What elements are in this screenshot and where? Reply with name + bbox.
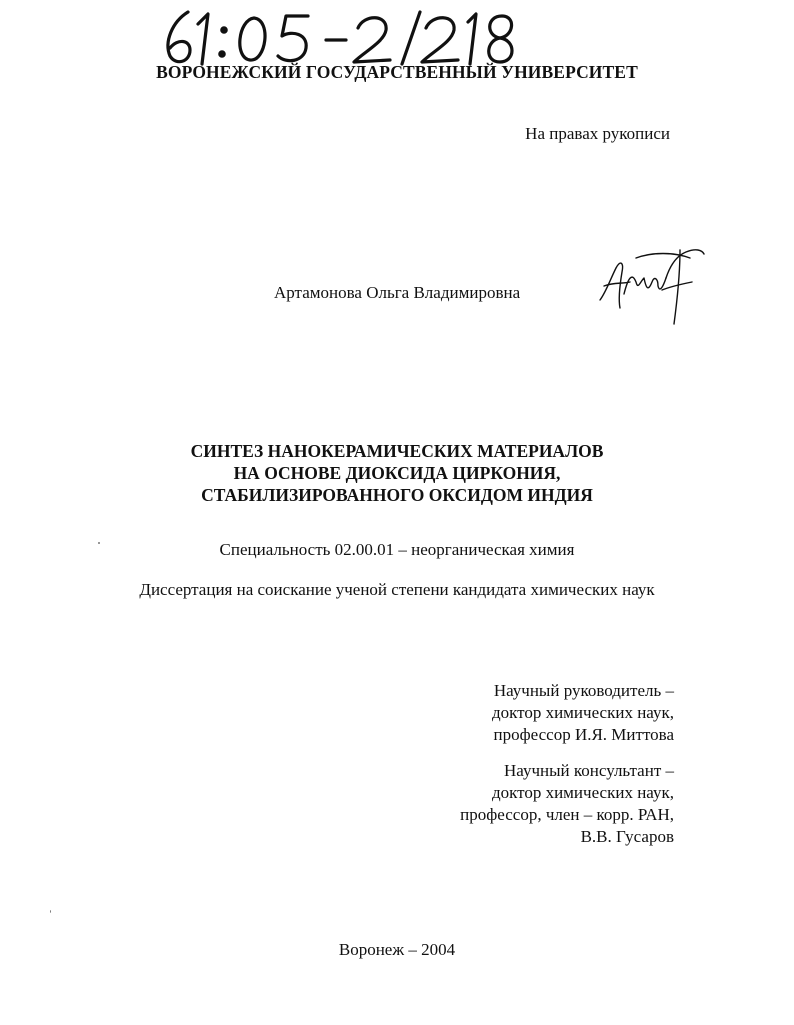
scientific-consultant	[460, 760, 674, 848]
university-name: ВОРОНЕЖСКИЙ ГОСУДАРСТВЕННЫЙ УНИВЕРСИТЕТ	[156, 62, 638, 82]
specialty-line: Специальность 02.00.01 – неорганическая химия	[219, 540, 575, 559]
archive-code-handwritten	[158, 6, 528, 68]
supervisor-line: профессор И.Я. Миттова	[493, 725, 674, 744]
author-name: Артамонова Ольга Владимировна	[274, 283, 521, 302]
scan-speck	[98, 542, 100, 544]
title-line: СИНТЕЗ НАНОКЕРАМИЧЕСКИХ МАТЕРИАЛОВ	[190, 441, 604, 461]
scan-speck	[50, 910, 51, 913]
consultant-line: Научный консультант –	[504, 761, 674, 780]
supervisor-line: Научный руководитель –	[493, 681, 674, 700]
author-signature	[596, 238, 712, 328]
city-year: Воронеж – 2004	[338, 940, 456, 959]
consultant-line: профессор, член – корр. РАН,	[460, 805, 674, 824]
supervisor-line: доктор химических наук,	[491, 703, 674, 722]
degree-line: Диссертация на соискание ученой степени кандидата химических наук	[139, 580, 655, 599]
title-line: НА ОСНОВЕ ДИОКСИДА ЦИРКОНИЯ,	[233, 463, 561, 483]
rights-note: На правах рукописи	[525, 124, 670, 143]
dissertation-title	[0, 440, 794, 506]
consultant-line: доктор химических наук,	[491, 783, 674, 802]
title-line: СТАБИЛИЗИРОВАННОГО ОКСИДОМ ИНДИЯ	[201, 485, 593, 505]
scientific-supervisor	[492, 680, 674, 746]
consultant-line: В.В. Гусаров	[580, 827, 674, 846]
